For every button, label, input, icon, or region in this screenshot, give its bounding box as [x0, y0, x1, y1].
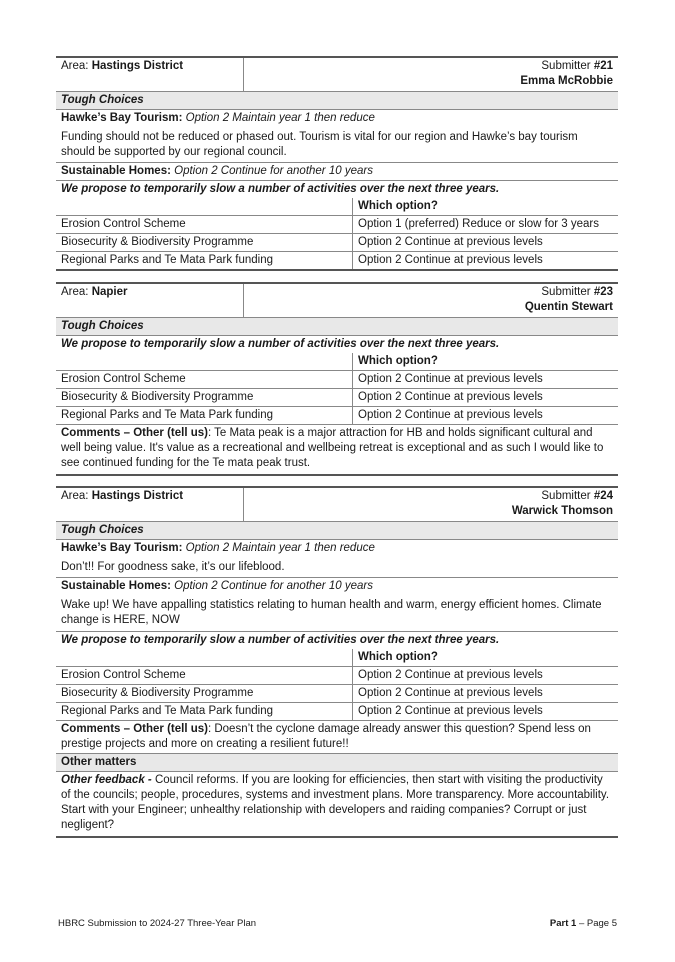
- area-name: Hastings District: [91, 490, 184, 502]
- tourism-comment: Funding should not be reduced or phased out. Tourism is vital for our region and Hawke’s bay tourism should be supported by our regional council.: [56, 127, 618, 163]
- comments: Comments – Other (tell us): Doesn’t the cyclone damage already answer this question? Spend less on prestige projects and more on creating a resilient future!!: [56, 721, 618, 754]
- section-heading: Tough Choices: [56, 318, 618, 336]
- submitter-number: #21: [593, 60, 613, 72]
- submission-24: [56, 486, 618, 838]
- area-cell: Area: Napier: [56, 283, 244, 318]
- table-row: Biosecurity & Biodiversity Programme Option 2 Continue at previous levels: [56, 234, 618, 252]
- table-row: Biosecurity & Biodiversity Programme Option 2 Continue at previous levels: [56, 389, 618, 407]
- table-row: Regional Parks and Te Mata Park funding Option 2 Continue at previous levels: [56, 703, 618, 721]
- tourism-line: Hawke’s Bay Tourism: Option 2 Maintain year 1 then reduce: [61, 112, 375, 124]
- submitter-cell: Submitter #23 Quentin Stewart: [244, 283, 619, 318]
- footer-page: Part 1 – Page 5: [549, 918, 617, 929]
- table-row: Biosecurity & Biodiversity Programme Option 2 Continue at previous levels: [56, 685, 618, 703]
- activities-table: [56, 336, 618, 425]
- submitter-name: Quentin Stewart: [524, 301, 613, 313]
- submitter-number: #24: [593, 490, 613, 502]
- submitter-number: #23: [593, 286, 613, 298]
- submission-21: [56, 56, 618, 271]
- other-matters-heading: Other matters: [56, 754, 618, 772]
- section-heading: Tough Choices: [56, 522, 618, 540]
- which-option-header: Which option?: [353, 649, 619, 667]
- submitter-cell: Submitter #24 Warwick Thomson: [244, 487, 619, 522]
- which-option-header: Which option?: [353, 353, 619, 371]
- propose-text: We propose to temporarily slow a number of activities over the next three years.: [61, 183, 500, 195]
- propose-text: We propose to temporarily slow a number of activities over the next three years.: [61, 338, 500, 350]
- submission-23: [56, 282, 618, 476]
- section-heading: Tough Choices: [56, 92, 618, 110]
- area-name: Hastings District: [91, 60, 184, 72]
- table-row: Regional Parks and Te Mata Park funding Option 2 Continue at previous levels: [56, 407, 618, 425]
- table-row: Erosion Control Scheme Option 2 Continue at previous levels: [56, 667, 618, 685]
- footer-title: HBRC Submission to 2024-27 Three-Year Plan: [58, 918, 257, 929]
- which-option-header: Which option?: [353, 198, 619, 216]
- tourism-line: Hawke’s Bay Tourism: Option 2 Maintain year 1 then reduce: [61, 542, 375, 554]
- table-row: Erosion Control Scheme Option 2 Continue at previous levels: [56, 371, 618, 389]
- homes-comment: Wake up! We have appalling statistics relating to human health and warm, energy efficient homes. Climate change is HERE, NOW: [56, 595, 618, 632]
- submitter-name: Emma McRobbie: [520, 75, 613, 87]
- activities-table: [56, 181, 618, 271]
- area-name: Napier: [91, 286, 128, 298]
- submitter-name: Warwick Thomson: [511, 505, 613, 517]
- submitter-cell: Submitter #21 Emma McRobbie: [244, 57, 619, 92]
- tourism-comment: Don’t!! For goodness sake, it’s our lifeblood.: [56, 557, 618, 578]
- homes-line: Sustainable Homes: Option 2 Continue for another 10 years: [61, 580, 373, 592]
- comments: Comments – Other (tell us): Te Mata peak is a major attraction for HB and holds significant cultural and well being value. It's value as a recreational and wellbeing retreat is exceptional and as such I would like to see continued funding for the Te mata peak trust.: [56, 425, 618, 475]
- table-row: Regional Parks and Te Mata Park funding Option 2 Continue at previous levels: [56, 252, 618, 271]
- activities-table: [56, 632, 618, 721]
- area-cell: Area: Hastings District: [56, 487, 244, 522]
- table-row: Erosion Control Scheme Option 1 (preferred) Reduce or slow for 3 years: [56, 216, 618, 234]
- homes-line: Sustainable Homes: Option 2 Continue for another 10 years: [56, 163, 618, 181]
- other-feedback: Other feedback - Council reforms. If you are looking for efficiencies, then start with visiting the productivity of the councils; people, procedures, systems and investment plans. More transparency. More accountability. Start with your Engineer; unhealthy relationship with developers and raiding companies? Corrupt or just negligent?: [56, 772, 618, 838]
- propose-text: We propose to temporarily slow a number of activities over the next three years.: [61, 634, 500, 646]
- area-cell: Area: Hastings District: [56, 57, 244, 92]
